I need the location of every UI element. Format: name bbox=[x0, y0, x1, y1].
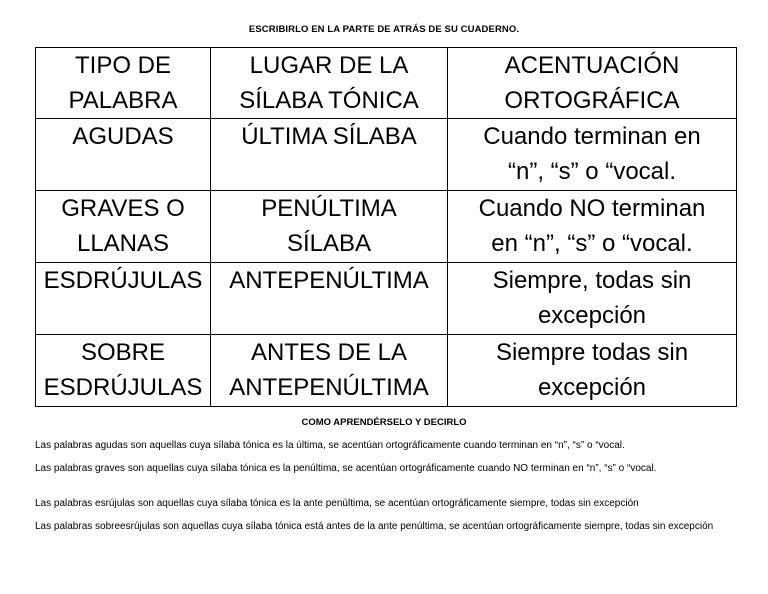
cell-accentuation bbox=[448, 335, 737, 407]
cell-stressed-syllable bbox=[211, 119, 448, 191]
cell-line: PENÚLTIMA bbox=[261, 195, 397, 222]
cell-line: Cuando terminan en bbox=[483, 123, 701, 150]
cell-line: AGUDAS bbox=[72, 123, 174, 150]
cell-line: ANTEPENÚLTIMA bbox=[229, 374, 429, 401]
cell-line: ORTOGRÁFICA bbox=[504, 87, 680, 114]
cell-line: LLANAS bbox=[76, 230, 170, 257]
cell-accentuation bbox=[448, 263, 737, 335]
cell-line: SÍLABA bbox=[286, 230, 372, 257]
cell-line: PALABRA bbox=[68, 87, 178, 114]
cell-line: ESDRÚJULAS bbox=[43, 374, 203, 401]
cell-line: ACENTUACIÓN bbox=[504, 52, 680, 79]
cell-line: SOBRE bbox=[80, 339, 166, 366]
paragraph-agudas: Las palabras agudas son aquellas cuya sílaba tónica es la última, se acentúan ortográficamente cuando terminan en “n”, “s” o “vocal. bbox=[35, 440, 625, 451]
cell-line: LUGAR DE LA bbox=[249, 52, 409, 79]
cell-stressed-syllable bbox=[211, 191, 448, 263]
cell-line: en “n”, “s” o “vocal. bbox=[491, 230, 693, 257]
cell-line: GRAVES O bbox=[61, 195, 185, 222]
cell-line: SÍLABA TÓNICA bbox=[239, 87, 419, 114]
paragraph-esdrujulas: Las palabras esrújulas son aquellas cuya sílaba tónica es la ante penúltima, se acentúan ortográficamente siempre, todas sin excepción bbox=[35, 498, 639, 509]
cell-stressed-syllable bbox=[211, 335, 448, 407]
cell-line: ANTES DE LA bbox=[250, 339, 408, 366]
cell-word-type bbox=[36, 263, 211, 335]
section-title: COMO APRENDÉRSELO Y DECIRLO bbox=[301, 417, 467, 428]
cell-line: excepción bbox=[537, 374, 647, 401]
table-row-agudas bbox=[36, 119, 737, 191]
table-row-esdrujulas bbox=[36, 263, 737, 335]
cell-accentuation bbox=[448, 191, 737, 263]
table-row-sobreesdrujulas bbox=[36, 335, 737, 407]
header-cell-stressed-syllable bbox=[211, 48, 448, 119]
cell-line: Siempre todas sin bbox=[495, 339, 689, 366]
cell-word-type bbox=[36, 335, 211, 407]
header-cell-word-type bbox=[36, 48, 211, 119]
cell-line: ÚLTIMA SÍLABA bbox=[241, 123, 417, 150]
cell-line: Siempre, todas sin bbox=[492, 267, 692, 294]
cell-line: excepción bbox=[537, 302, 647, 329]
cell-word-type bbox=[36, 119, 211, 191]
header-cell-accentuation bbox=[448, 48, 737, 119]
cell-accentuation bbox=[448, 119, 737, 191]
cell-line: ANTEPENÚLTIMA bbox=[229, 267, 429, 294]
table-header-row bbox=[36, 48, 737, 119]
cell-stressed-syllable bbox=[211, 263, 448, 335]
table-row-graves bbox=[36, 191, 737, 263]
page-title: ESCRIBIRLO EN LA PARTE DE ATRÁS DE SU CUADERNO. bbox=[248, 24, 520, 35]
cell-word-type bbox=[36, 191, 211, 263]
accentuation-table bbox=[35, 47, 737, 407]
cell-line: ESDRÚJULAS bbox=[43, 267, 203, 294]
paragraph-graves: Las palabras graves son aquellas cuya sílaba tónica es la penúltima, se acentúan ortográficamente cuando NO terminan en “n”, “s” o “vocal. bbox=[35, 463, 657, 474]
paragraph-sobreesdrujulas: Las palabras sobreesrújulas son aquellas cuya sílaba tónica está antes de la ante penúltima, se acentúan ortográficamente siempre, todas sin excepción bbox=[35, 521, 714, 532]
cell-line: Cuando NO terminan bbox=[478, 195, 706, 222]
cell-line: TIPO DE bbox=[74, 52, 171, 79]
cell-line: “n”, “s” o “vocal. bbox=[507, 158, 677, 185]
